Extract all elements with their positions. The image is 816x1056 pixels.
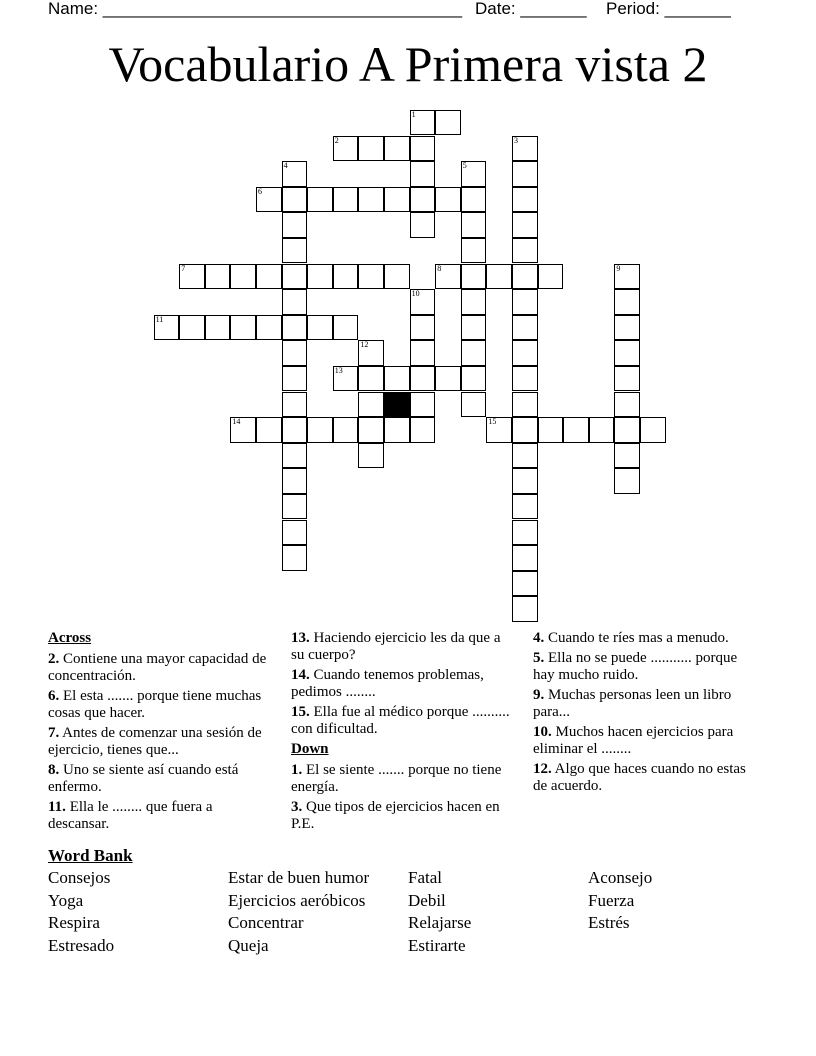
clue-item-number: 3. (291, 799, 303, 815)
crossword-cell[interactable] (282, 187, 308, 213)
page-title: Vocabulario A Primera vista 2 (108, 36, 708, 92)
clue-item (291, 799, 516, 833)
crossword-cell[interactable] (410, 417, 436, 443)
clue-number: 2 (334, 135, 339, 145)
crossword-cell[interactable] (256, 264, 282, 290)
crossword-cell[interactable] (282, 545, 308, 571)
word-bank-item: Relajarse (408, 913, 472, 932)
crossword-cell[interactable] (307, 417, 333, 443)
crossword-cell[interactable] (282, 238, 308, 264)
clue-number: 14 (232, 417, 241, 427)
crossword-cell[interactable] (563, 417, 589, 443)
crossword-cell[interactable] (384, 187, 410, 213)
crossword-cell[interactable] (384, 417, 410, 443)
crossword-cell[interactable] (512, 340, 538, 366)
clue-item (48, 688, 270, 722)
crossword-cell[interactable] (486, 417, 512, 443)
crossword-block (384, 392, 410, 418)
word-bank-item: Debil (408, 890, 446, 910)
clue-item (48, 725, 270, 759)
crossword-cell[interactable] (358, 417, 384, 443)
crossword-cell[interactable] (307, 187, 333, 213)
crossword-cell[interactable] (333, 264, 359, 290)
word-bank-item: Estirarte (408, 935, 466, 955)
crossword-cell[interactable] (461, 366, 487, 392)
crossword-cell[interactable] (282, 315, 308, 341)
crossword-cell[interactable] (230, 264, 256, 290)
crossword-cell[interactable] (512, 596, 538, 622)
date-field-label[interactable]: Date: _______ (475, 0, 587, 18)
crossword-cell[interactable] (512, 366, 538, 392)
clue-item-text: El se siente ....... porque no tiene energía. (291, 762, 502, 795)
clue-item (291, 630, 516, 664)
crossword-cell[interactable] (358, 392, 384, 418)
crossword-cell[interactable] (461, 187, 487, 213)
crossword-cell[interactable] (358, 264, 384, 290)
clue-number: 15 (488, 417, 497, 427)
crossword-cell[interactable] (512, 417, 538, 443)
clue-item-text: Que tipos de ejercicios hacen en P.E. (291, 799, 500, 832)
clue-item-text: Ella no se puede ........... porque hay mucho ruido. (533, 650, 738, 683)
crossword-cell[interactable] (410, 366, 436, 392)
word-bank-item: Queja (228, 935, 269, 955)
crossword-cell[interactable] (512, 289, 538, 315)
crossword-cell[interactable] (640, 417, 666, 443)
crossword-cell[interactable] (256, 315, 282, 341)
clue-item-number: 12. (533, 761, 552, 777)
crossword-cell[interactable] (282, 212, 308, 238)
crossword-cell[interactable] (512, 468, 538, 494)
crossword-cell[interactable] (512, 315, 538, 341)
clue-item-text: Haciendo ejercicio les da que a su cuerpo? (291, 630, 501, 663)
crossword-cell[interactable] (333, 366, 359, 392)
clue-number: 11 (155, 314, 164, 324)
crossword-cell[interactable] (384, 136, 410, 162)
crossword-cell[interactable] (512, 238, 538, 264)
clue-number: 12 (360, 340, 369, 350)
clue-item-text: Muchos hacen ejercicios para eliminar el ........ (533, 724, 734, 757)
crossword-cell[interactable] (512, 443, 538, 469)
clue-item-number: 8. (48, 762, 60, 778)
crossword-cell[interactable] (512, 571, 538, 597)
clue-item (48, 762, 270, 796)
crossword-cell[interactable] (179, 315, 205, 341)
crossword-cell[interactable] (461, 289, 487, 315)
crossword-cell[interactable] (614, 443, 640, 469)
clue-item (533, 761, 748, 795)
crossword-cell[interactable] (410, 340, 436, 366)
crossword-cell[interactable] (282, 161, 308, 187)
word-bank-item: Estresado (48, 935, 115, 955)
word-bank-item: Ejercicios aeróbicos (228, 890, 366, 910)
crossword-cell[interactable] (282, 494, 308, 520)
crossword-cell[interactable] (333, 417, 359, 443)
clue-item-number: 1. (291, 762, 303, 778)
clue-number: 3 (514, 135, 518, 145)
crossword-cell[interactable] (461, 264, 487, 290)
crossword-cell[interactable] (358, 443, 384, 469)
word-bank-item: Consejos (48, 868, 111, 887)
crossword-cell[interactable] (154, 315, 180, 341)
clue-item-text: Cuando te ríes mas a menudo. (544, 630, 729, 646)
crossword-cell[interactable] (230, 315, 256, 341)
clue-item (291, 667, 516, 701)
crossword-cell[interactable] (538, 264, 564, 290)
clue-item-number: 10. (533, 724, 552, 740)
crossword-cell[interactable] (307, 315, 333, 341)
crossword-cell[interactable] (614, 468, 640, 494)
crossword-cell[interactable] (256, 187, 282, 213)
clue-number: 7 (181, 263, 186, 273)
clue-item-text: Cuando tenemos problemas, pedimos ........ (291, 667, 484, 700)
word-bank-item: Fatal (408, 868, 442, 887)
clue-item-text: Ella fue al médico porque .......... con dificultad. (291, 704, 510, 737)
crossword-cell[interactable] (435, 110, 461, 136)
crossword-cell[interactable] (410, 392, 436, 418)
crossword-cell[interactable] (512, 212, 538, 238)
crossword-cell[interactable] (333, 187, 359, 213)
crossword-cell[interactable] (230, 417, 256, 443)
crossword-cell[interactable] (410, 315, 436, 341)
clue-item (291, 704, 516, 738)
crossword-cell[interactable] (358, 366, 384, 392)
crossword-cell[interactable] (614, 264, 640, 290)
crossword-cell[interactable] (282, 417, 308, 443)
clue-item-number: 2. (48, 651, 60, 667)
crossword-cell[interactable] (256, 417, 282, 443)
across-heading: Across (48, 630, 92, 646)
word-bank-title: Word Bank (48, 846, 133, 865)
crossword-cell[interactable] (333, 315, 359, 341)
crossword-cell[interactable] (486, 264, 512, 290)
word-bank-item: Respira (48, 913, 100, 932)
clue-item-number: 13. (291, 630, 310, 646)
clue-item-number: 15. (291, 704, 310, 720)
crossword-cell[interactable] (435, 187, 461, 213)
period-field-label[interactable]: Period: _______ (606, 0, 731, 18)
clue-item (291, 762, 516, 796)
crossword-cell[interactable] (614, 289, 640, 315)
clue-item-number: 11. (48, 799, 66, 815)
clue-number: 13 (334, 365, 343, 375)
crossword-cell[interactable] (461, 340, 487, 366)
crossword-cell[interactable] (205, 315, 231, 341)
clue-item-text: El esta ....... porque tiene muchas cosas que hacer. (48, 688, 262, 721)
crossword-cell[interactable] (589, 417, 615, 443)
crossword-cell[interactable] (282, 366, 308, 392)
crossword-cell[interactable] (307, 264, 333, 290)
crossword-cell[interactable] (538, 417, 564, 443)
clue-item-number: 6. (48, 688, 60, 704)
crossword-cell[interactable] (512, 264, 538, 290)
clues-column-2 (291, 630, 516, 836)
crossword-cell[interactable] (410, 161, 436, 187)
word-bank-item: Estrés (588, 913, 630, 932)
clue-item-text: Algo que haces cuando no estas de acuerdo. (533, 761, 746, 794)
clue-item-number: 14. (291, 667, 310, 683)
crossword-cell[interactable] (205, 264, 231, 290)
crossword-cell[interactable] (384, 366, 410, 392)
clue-item-text: Contiene una mayor capacidad de concentración. (48, 651, 267, 684)
crossword-cell[interactable] (333, 136, 359, 162)
crossword-cell[interactable] (512, 187, 538, 213)
crossword-cell[interactable] (614, 392, 640, 418)
crossword-cell[interactable] (282, 340, 308, 366)
clues-column-3 (533, 630, 748, 798)
crossword-cell[interactable] (410, 187, 436, 213)
crossword-cell[interactable] (614, 417, 640, 443)
crossword-cell[interactable] (614, 340, 640, 366)
crossword-cell[interactable] (384, 264, 410, 290)
clue-item (533, 650, 748, 684)
crossword-cell[interactable] (410, 110, 436, 136)
clue-item-text: Uno se siente así cuando está enfermo. (48, 762, 239, 795)
clue-item-text: Ella le ........ que fuera a descansar. (48, 799, 213, 832)
crossword-cell[interactable] (179, 264, 205, 290)
clue-number: 8 (437, 263, 442, 273)
crossword-cell[interactable] (282, 264, 308, 290)
crossword-cell[interactable] (512, 520, 538, 546)
crossword-cell[interactable] (461, 315, 487, 341)
clue-number: 6 (258, 186, 262, 196)
clues-column-1 (48, 630, 270, 836)
crossword-cell[interactable] (410, 289, 436, 315)
down-heading: Down (291, 741, 329, 757)
crossword-cell[interactable] (435, 264, 461, 290)
crossword-cell[interactable] (358, 136, 384, 162)
clue-item-number: 4. (533, 630, 545, 646)
crossword-cell[interactable] (461, 212, 487, 238)
clue-item (48, 651, 270, 685)
name-field-label[interactable]: Name: ______________________________________ (48, 0, 463, 18)
crossword-cell[interactable] (614, 366, 640, 392)
crossword-cell[interactable] (282, 392, 308, 418)
clue-number: 5 (462, 161, 467, 171)
word-bank-item: Concentrar (228, 913, 304, 932)
clue-item (533, 687, 748, 721)
crossword-cell[interactable] (282, 443, 308, 469)
clue-item (533, 724, 748, 758)
crossword-cell[interactable] (512, 392, 538, 418)
clue-number: 1 (411, 109, 416, 119)
crossword-cell[interactable] (512, 494, 538, 520)
crossword-cell[interactable] (461, 238, 487, 264)
crossword-cell[interactable] (282, 468, 308, 494)
clue-number: 10 (411, 289, 420, 299)
crossword-cell[interactable] (435, 366, 461, 392)
crossword-cell[interactable] (358, 340, 384, 366)
word-bank-item: Estar de buen humor (228, 868, 370, 887)
crossword-cell[interactable] (512, 545, 538, 571)
clue-item (48, 799, 270, 833)
clue-number: 9 (616, 263, 621, 273)
word-bank-item: Yoga (48, 890, 84, 910)
clue-item-number: 7. (48, 725, 60, 741)
clue-item (533, 630, 748, 647)
crossword-cell[interactable] (461, 392, 487, 418)
crossword-cell[interactable] (512, 136, 538, 162)
clue-item-number: 9. (533, 687, 545, 703)
clue-item-text: Muchas personas leen un libro para... (533, 687, 732, 720)
word-bank-item: Aconsejo (588, 868, 653, 887)
crossword-cell[interactable] (512, 161, 538, 187)
clue-item-text: Antes de comenzar una sesión de ejercicio, tienes que... (48, 725, 262, 758)
crossword-cell[interactable] (614, 315, 640, 341)
crossword-cell[interactable] (358, 187, 384, 213)
crossword-cell[interactable] (410, 212, 436, 238)
crossword-cell[interactable] (282, 289, 308, 315)
crossword-cell[interactable] (461, 161, 487, 187)
word-bank-item: Fuerza (588, 890, 635, 910)
clue-item-number: 5. (533, 650, 545, 666)
crossword-cell[interactable] (282, 520, 308, 546)
crossword-cell[interactable] (410, 136, 436, 162)
clue-number: 4 (283, 161, 288, 171)
